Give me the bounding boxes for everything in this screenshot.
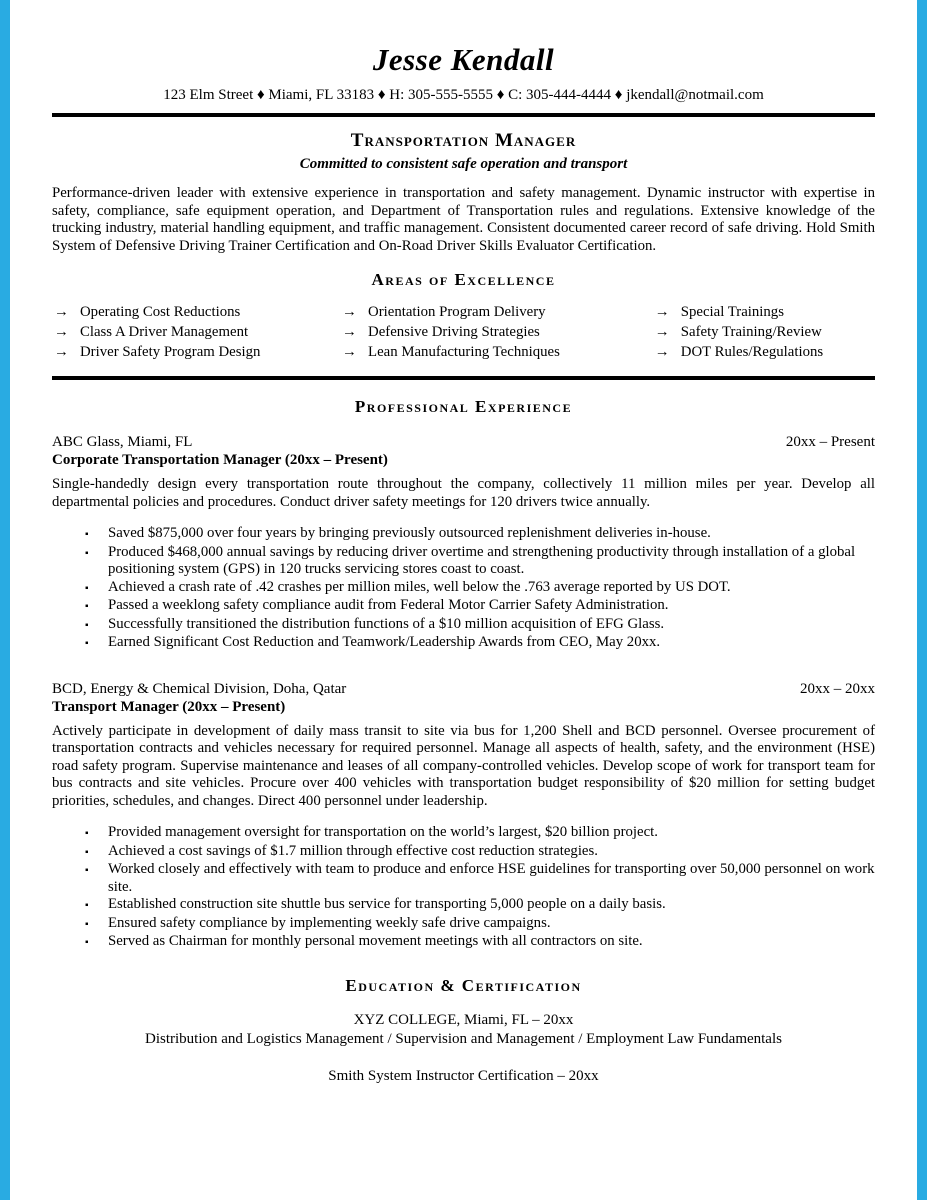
achievement-list (85, 525, 875, 653)
achievement-item (85, 896, 875, 915)
achievement-text: Ensured safety compliance by implementing weekly safe drive campaigns. (108, 914, 551, 931)
arrow-bullet-icon: → (654, 344, 670, 360)
square-bullet-icon: ▪ (85, 937, 89, 948)
square-bullet-icon: ▪ (85, 900, 89, 911)
excellence-item (340, 322, 653, 342)
achievement-item (85, 824, 875, 843)
square-bullet-icon: ▪ (85, 601, 89, 612)
achievement-text: Achieved a cost savings of $1.7 million through effective cost reduction strategies. (108, 842, 598, 859)
achievement-text: Successfully transitioned the distribution functions of a $10 million acquisition of EFG Glass. (108, 615, 665, 632)
contact-line: 123 Elm Street ♦ Miami, FL 33183 ♦ H: 305-555-5555 ♦ C: 305-444-4444 ♦ jkendall@notmail.com (163, 87, 764, 103)
achievement-item (85, 634, 875, 653)
achievement-item (85, 597, 875, 616)
achievement-text: Served as Chairman for monthly personal movement meetings with all contractors on site. (108, 933, 643, 949)
arrow-bullet-icon: → (342, 324, 357, 340)
achievement-item (85, 579, 875, 598)
square-bullet-icon: ▪ (85, 529, 89, 540)
job-title: Transport Manager (20xx – Present) (52, 698, 286, 715)
excellence-column (340, 302, 653, 362)
achievement-text: Saved $875,000 over four years by bringing previously outsourced replenishment deliveries in-house. (108, 525, 711, 541)
excellence-column (52, 302, 340, 362)
achievement-item (85, 843, 875, 862)
job-header (52, 680, 875, 698)
excellence-item-label: Operating Cost Reductions (80, 304, 241, 320)
summary-paragraph: Performance-driven leader with extensive experience in transportation and safety management. Dynamic instructor with expertise in safety, compliance, safe equipment operation, and Department of Transportation rules and regulations. Extensive knowledge of the trucking industry, material handling equipment, and traffic management. Consistent documented career record of safe driving. Hold Smith System of Defensive Driving Trainer Certification and On-Road Driver Skills Evaluator Certification. (52, 185, 875, 254)
excellence-item (653, 302, 875, 322)
employment-dates: 20xx – Present (785, 434, 875, 450)
achievement-item (85, 933, 875, 952)
job-description: Actively participate in development of daily mass transit to site via bus for 1,200 Shell and BCD personnel. Oversee procurement of transportation contracts and vehicles necessary for required personnel. Manage all aspects of health, safety, and the environment (HSE) road safety program. Supervise maintenance and leases of all company-controlled vehicles. Develop scope of work for transport team for bus contracts and site vehicles. Procure over 400 vehicles with transportation budget responsibility of $20 million for setting budget priorities, schedules, and changes. Direct 400 personnel under leadership. (52, 722, 875, 809)
excellence-item-label: Driver Safety Program Design (80, 344, 261, 360)
employment-dates: 20xx – 20xx (800, 680, 875, 697)
excellence-item (52, 302, 340, 322)
job-entry (52, 433, 875, 653)
page-edge-accent-left (0, 0, 10, 1200)
excellence-item (653, 342, 875, 362)
excellence-item (653, 322, 875, 342)
certification-line: Smith System Instructor Certification – 20xx (328, 1067, 599, 1084)
achievement-text: Passed a weeklong safety compliance audit from Federal Motor Carrier Safety Administration. (108, 597, 669, 613)
achievement-text: Produced $468,000 annual savings by reducing driver overtime and strengthening productivity through installation of a global positioning system (GPS) in 120 trucks servicing stores coast to coast. (108, 543, 856, 577)
arrow-bullet-icon: → (54, 304, 69, 320)
arrow-bullet-icon: → (342, 304, 357, 320)
achievement-item (85, 915, 875, 934)
section-divider (52, 376, 875, 380)
square-bullet-icon: ▪ (85, 619, 89, 631)
professional-experience-heading: Professional Experience (354, 397, 573, 416)
arrow-bullet-icon: → (654, 324, 670, 340)
square-bullet-icon: ▪ (85, 582, 89, 594)
education-programs-line: Distribution and Logistics Management / Supervision and Management / Employment Law Fundamentals (145, 1030, 782, 1047)
square-bullet-icon: ▪ (85, 865, 89, 876)
candidate-name: Jesse Kendall (372, 42, 555, 77)
achievement-item (85, 616, 875, 635)
resume-tagline: Committed to consistent safe operation and transport (299, 156, 628, 172)
areas-of-excellence-list (52, 302, 875, 362)
excellence-item (340, 302, 653, 322)
achievement-text: Provided management oversight for transportation on the world’s largest, $20 billion project. (108, 824, 658, 840)
job-header (52, 433, 875, 451)
excellence-item-label: Special Trainings (680, 304, 784, 320)
excellence-item-label: DOT Rules/Regulations (680, 344, 824, 360)
arrow-bullet-icon: → (654, 304, 670, 320)
achievement-item (85, 544, 875, 579)
square-bullet-icon: ▪ (85, 846, 89, 858)
achievement-text: Earned Significant Cost Reduction and Teamwork/Leadership Awards from CEO, May 20xx. (108, 634, 661, 650)
excellence-item-label: Class A Driver Management (80, 324, 249, 340)
square-bullet-icon: ▪ (85, 547, 89, 559)
achievement-item (85, 861, 875, 896)
excellence-item-label: Safety Training/Review (680, 324, 822, 340)
excellence-item-label: Orientation Program Delivery (368, 304, 546, 320)
company-name: BCD, Energy & Chemical Division, Doha, Qatar (52, 680, 347, 697)
education-college-line: XYZ COLLEGE, Miami, FL – 20xx (353, 1011, 574, 1028)
job-entry (52, 680, 875, 952)
areas-of-excellence-heading: Areas of Excellence (371, 270, 556, 289)
job-description: Single-handedly design every transportation route throughout the company, collectively 11 million miles per year. Develop all departmental policies and procedures. Conduct driver safety meetings for 120 drivers twice annually. (52, 476, 875, 510)
square-bullet-icon: ▪ (85, 828, 89, 839)
education-heading: Education & Certification (345, 975, 582, 995)
resume-title: Transportation Manager (350, 130, 577, 151)
header-divider (52, 113, 875, 117)
square-bullet-icon: ▪ (85, 918, 89, 930)
company-name: ABC Glass, Miami, FL (52, 434, 193, 450)
excellence-item-label: Defensive Driving Strategies (368, 324, 540, 340)
excellence-item (340, 342, 653, 362)
arrow-bullet-icon: → (54, 344, 69, 360)
achievement-item (85, 525, 875, 544)
arrow-bullet-icon: → (342, 344, 357, 360)
achievement-list (85, 824, 875, 952)
job-title: Corporate Transportation Manager (20xx – Present) (52, 452, 388, 468)
achievement-text: Achieved a crash rate of .42 crashes per million miles, well below the .763 average reported by US DOT. (108, 578, 731, 595)
excellence-column (653, 302, 875, 362)
page-edge-accent-right (917, 0, 927, 1200)
arrow-bullet-icon: → (54, 324, 69, 340)
excellence-item (52, 342, 340, 362)
achievement-text: Worked closely and effectively with team to produce and enforce HSE guidelines for transporting over 50,000 personnel on work site. (108, 861, 875, 895)
achievement-text: Established construction site shuttle bus service for transporting 5,000 people on a daily basis. (108, 896, 666, 912)
square-bullet-icon: ▪ (85, 638, 89, 649)
excellence-item-label: Lean Manufacturing Techniques (368, 344, 560, 360)
excellence-item (52, 322, 340, 342)
